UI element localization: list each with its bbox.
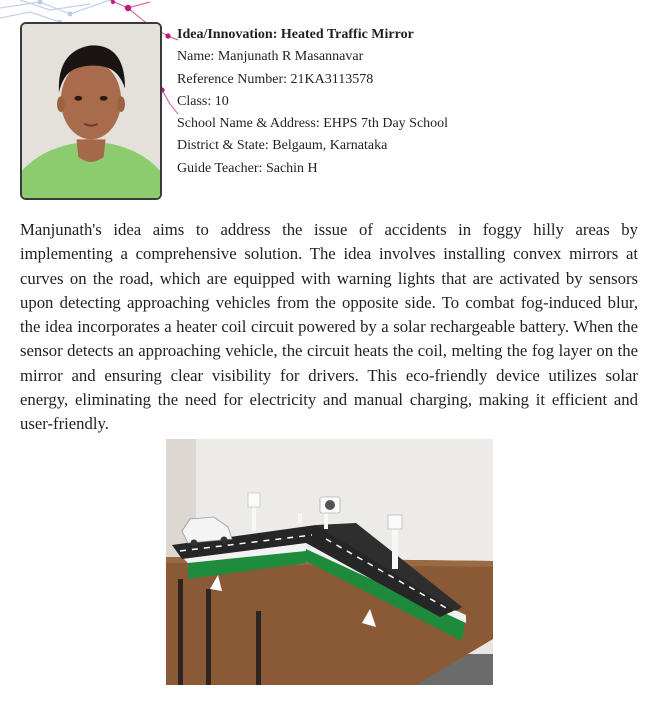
idea-description: Manjunath's idea aims to address the issue of accidents in foggy hilly areas by implementing a comprehensive solution. The idea involves installing convex mirrors at curves on the road, which are equipped with warning lights that are activated by sensors upon detecting approaching vehicles from the opposite side. To combat fog-induced blur, the idea incorporates a heater coil circuit powered by a solar rechargeable battery. When the sensor detects an approaching vehicle, the circuit heats the coil, melting the fog layer on the mirror and ensuring clear visibility for drivers. This eco-friendly device utilizes solar energy, eliminating the need for electricity and manual charging, making it efficient and user-friendly. — [20, 220, 638, 434]
guide-teacher: Guide Teacher: Sachin H — [177, 160, 318, 176]
reference-number: Reference Number: 21KA3113578 — [177, 71, 374, 87]
student-class: Class: 10 — [177, 93, 229, 109]
school-name: School Name & Address: EHPS 7th Day School — [177, 116, 449, 132]
profile-info — [177, 24, 448, 180]
model-photo — [166, 439, 493, 685]
idea-title: Idea/Innovation: Heated Traffic Mirror — [177, 27, 414, 42]
student-name: Name: Manjunath R Masannavar — [177, 49, 364, 65]
district-state: District & State: Belgaum, Karnataka — [177, 138, 388, 154]
student-photo — [20, 22, 162, 200]
